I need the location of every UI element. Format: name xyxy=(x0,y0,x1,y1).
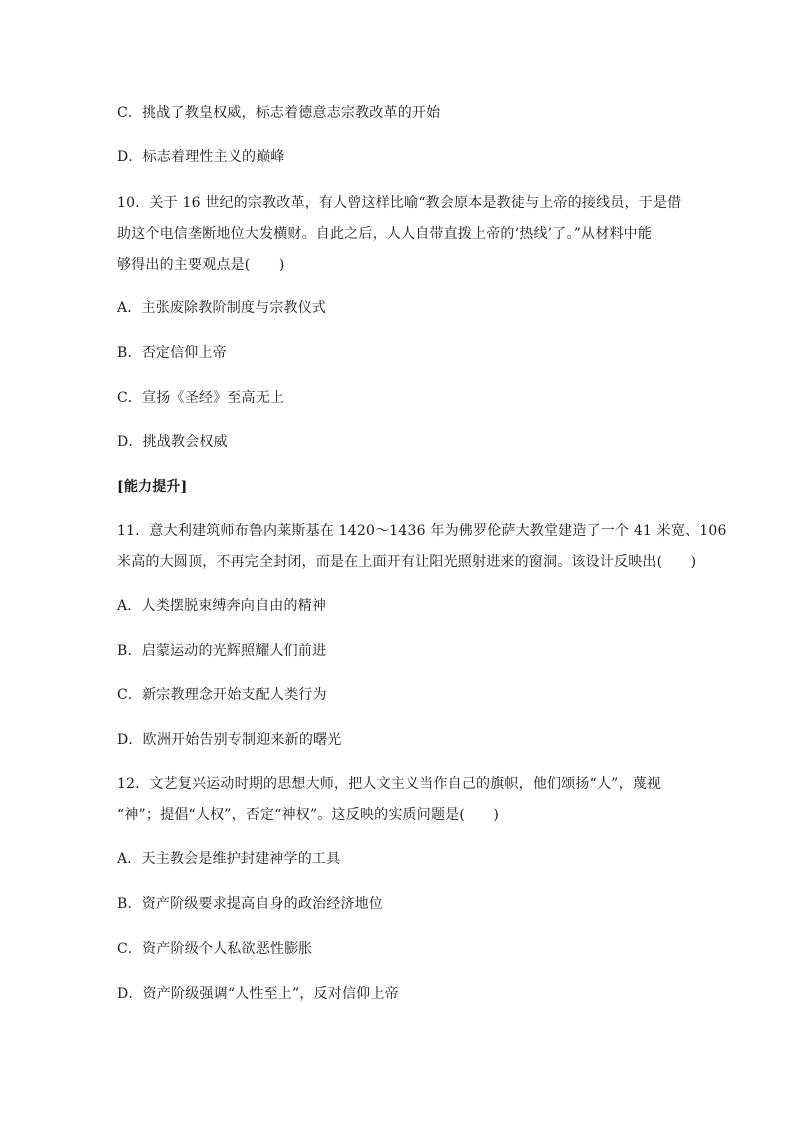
q12-option-b: B．资产阶级要求提高自身的政治经济地位 xyxy=(117,896,384,912)
q10-option-d: D．挑战教会权威 xyxy=(117,434,228,450)
q9-option-d: D．标志着理性主义的巅峰 xyxy=(117,149,285,165)
q11-option-a: A．人类摆脱束缚奔向自由的精神 xyxy=(117,598,327,614)
q12-option-d: D．资产阶级强调“人性至上”，反对信仰上帝 xyxy=(117,986,399,1002)
q11-stem-line-2: 米高的大圆顶，不再完全封闭，而是在上面开有让阳光照射进来的窗洞。该设计反映出( ) xyxy=(117,554,697,570)
q10-option-c: C．宣扬《圣经》至高无上 xyxy=(117,390,285,406)
q11-option-c: C．新宗教理念开始支配人类行为 xyxy=(117,687,327,703)
q10-stem-line-2: 助这个电信垄断地位大发横财。自此之后，人人自带直拨上帝的‘热线’了。”从材料中能 xyxy=(117,226,653,242)
q11-option-b: B．启蒙运动的光辉照耀人们前进 xyxy=(117,643,327,659)
q10-option-a: A．主张废除教阶制度与宗教仪式 xyxy=(117,300,327,316)
q9-option-c: C．挑战了教皇权威，标志着德意志宗教改革的开始 xyxy=(117,105,441,121)
q10-stem-line-1: 10．关于 16 世纪的宗教改革，有人曾这样比喻“教会原本是教徒与上帝的接线员，于是借 xyxy=(117,195,682,211)
q12-option-c: C．资产阶级个人私欲恶性膨胀 xyxy=(117,941,313,957)
q12-stem-line-1: 12．文艺复兴运动时期的思想大师，把人文主义当作自己的旗帜，他们颂扬“人”，蔑视 xyxy=(117,776,662,792)
q10-stem-line-3: 够得出的主要观点是( ) xyxy=(117,257,285,273)
q12-option-a: A．天主教会是维护封建神学的工具 xyxy=(117,851,341,867)
q12-stem-line-2: “神”；提倡“人权”，否定“神权”。这反映的实质问题是( ) xyxy=(117,807,500,823)
section-heading: [能力提升] xyxy=(117,479,188,495)
q11-stem-line-1: 11．意大利建筑师布鲁内莱斯基在 1420～1436 年为佛罗伦萨大教堂建造了一个 41 米宽、106 xyxy=(117,523,727,539)
q10-option-b: B．否定信仰上帝 xyxy=(117,345,227,361)
q11-option-d: D．欧洲开始告别专制迎来新的曙光 xyxy=(117,732,342,748)
